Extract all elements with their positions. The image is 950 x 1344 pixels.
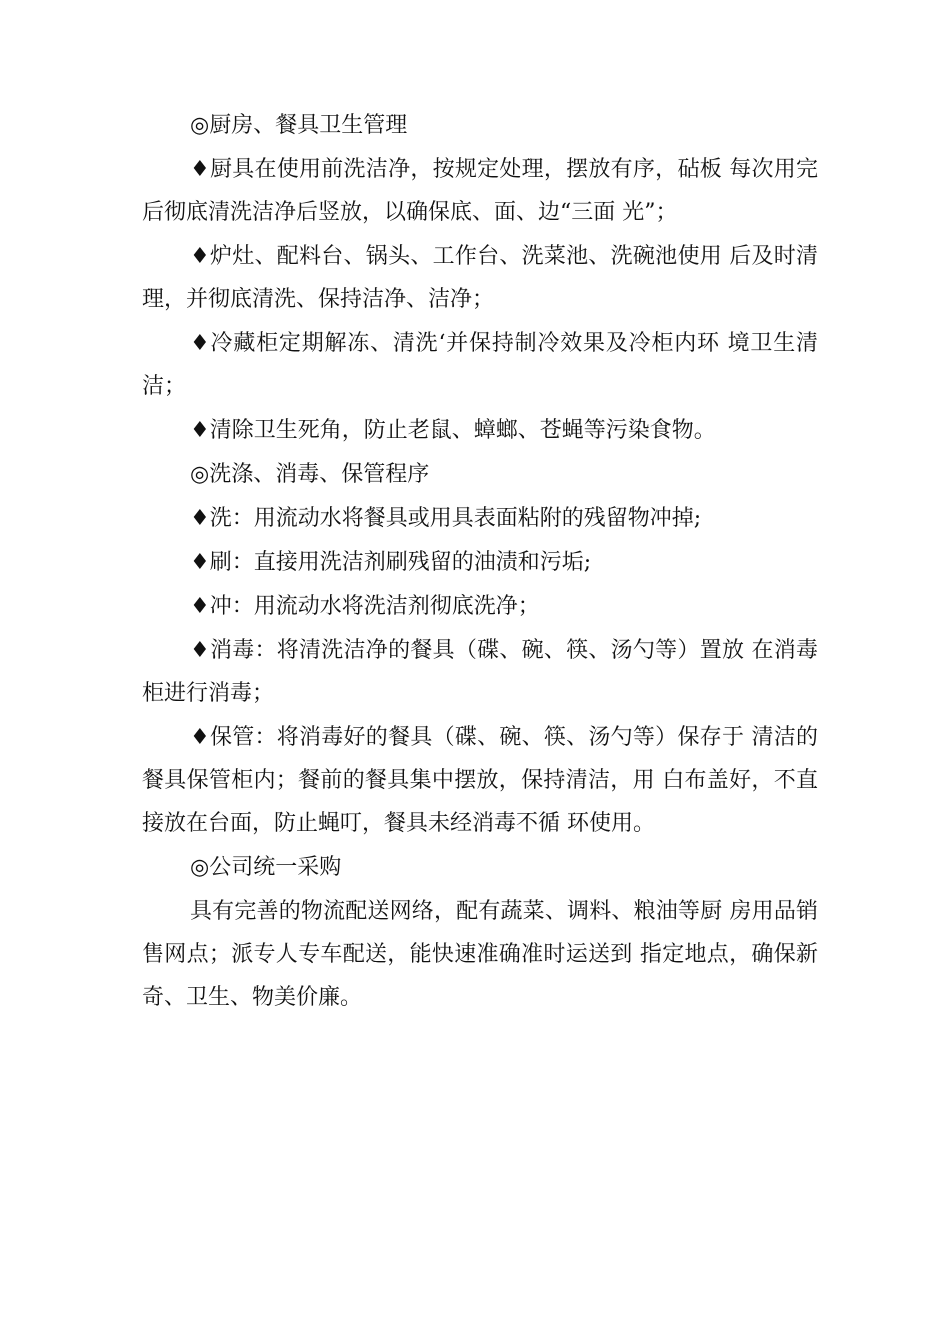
paragraph: ♦清除卫生死角，防止老鼠、蟑螂、苍蝇等污染食物。	[190, 418, 716, 443]
paragraph: ♦保管：将消毒好的餐具（碟、碗、筷、汤勺等）保存于 清洁的餐具保管柜内；餐前的餐具集中摆放，保持清洁，用 白布盖好，不直接放在台面，防止蝇叮，餐具未经消毒不循 环使用。	[142, 725, 818, 836]
paragraph: ♦冲：用流动水将洗洁剂彻底洗净；	[190, 594, 540, 619]
paragraph: ♦炉灶、配料台、锅头、工作台、洗菜池、洗碗池使用 后及时清理，并彻底清洗、保持洁净、洁净；	[142, 244, 818, 312]
section-heading-washing-procedure: ◎洗涤、消毒、保管程序	[190, 462, 430, 487]
document-body	[142, 104, 818, 1020]
paragraph: ♦厨具在使用前洗洁净，按规定处理，摆放有序，砧板 每次用完后彻底清洗洁净后竖放，以确保底、面、边“三面 光”；	[142, 157, 818, 225]
section-heading-kitchen-hygiene: ◎厨房、餐具卫生管理	[190, 113, 408, 138]
paragraph: 具有完善的物流配送网络，配有蔬菜、调料、粮油等厨 房用品销售网点；派专人专车配送，能快速准确准时运送到 指定地点，确保新奇、卫生、物美价廉。	[142, 899, 818, 1010]
paragraph: ♦冷藏柜定期解冻、清洗‘并保持制冷效果及冷柜内环 境卫生清洁；	[142, 331, 818, 399]
paragraph: ♦消毒：将清洗洁净的餐具（碟、碗、筷、汤勺等）置放 在消毒柜进行消毒；	[142, 638, 818, 706]
paragraph: ♦洗：用流动水将餐具或用具表面粘附的残留物冲掉;	[190, 506, 702, 531]
paragraph: ♦刷：直接用洗洁剂刷残留的油渍和污垢;	[190, 550, 592, 575]
section-heading-unified-purchasing: ◎公司统一采购	[190, 855, 342, 880]
